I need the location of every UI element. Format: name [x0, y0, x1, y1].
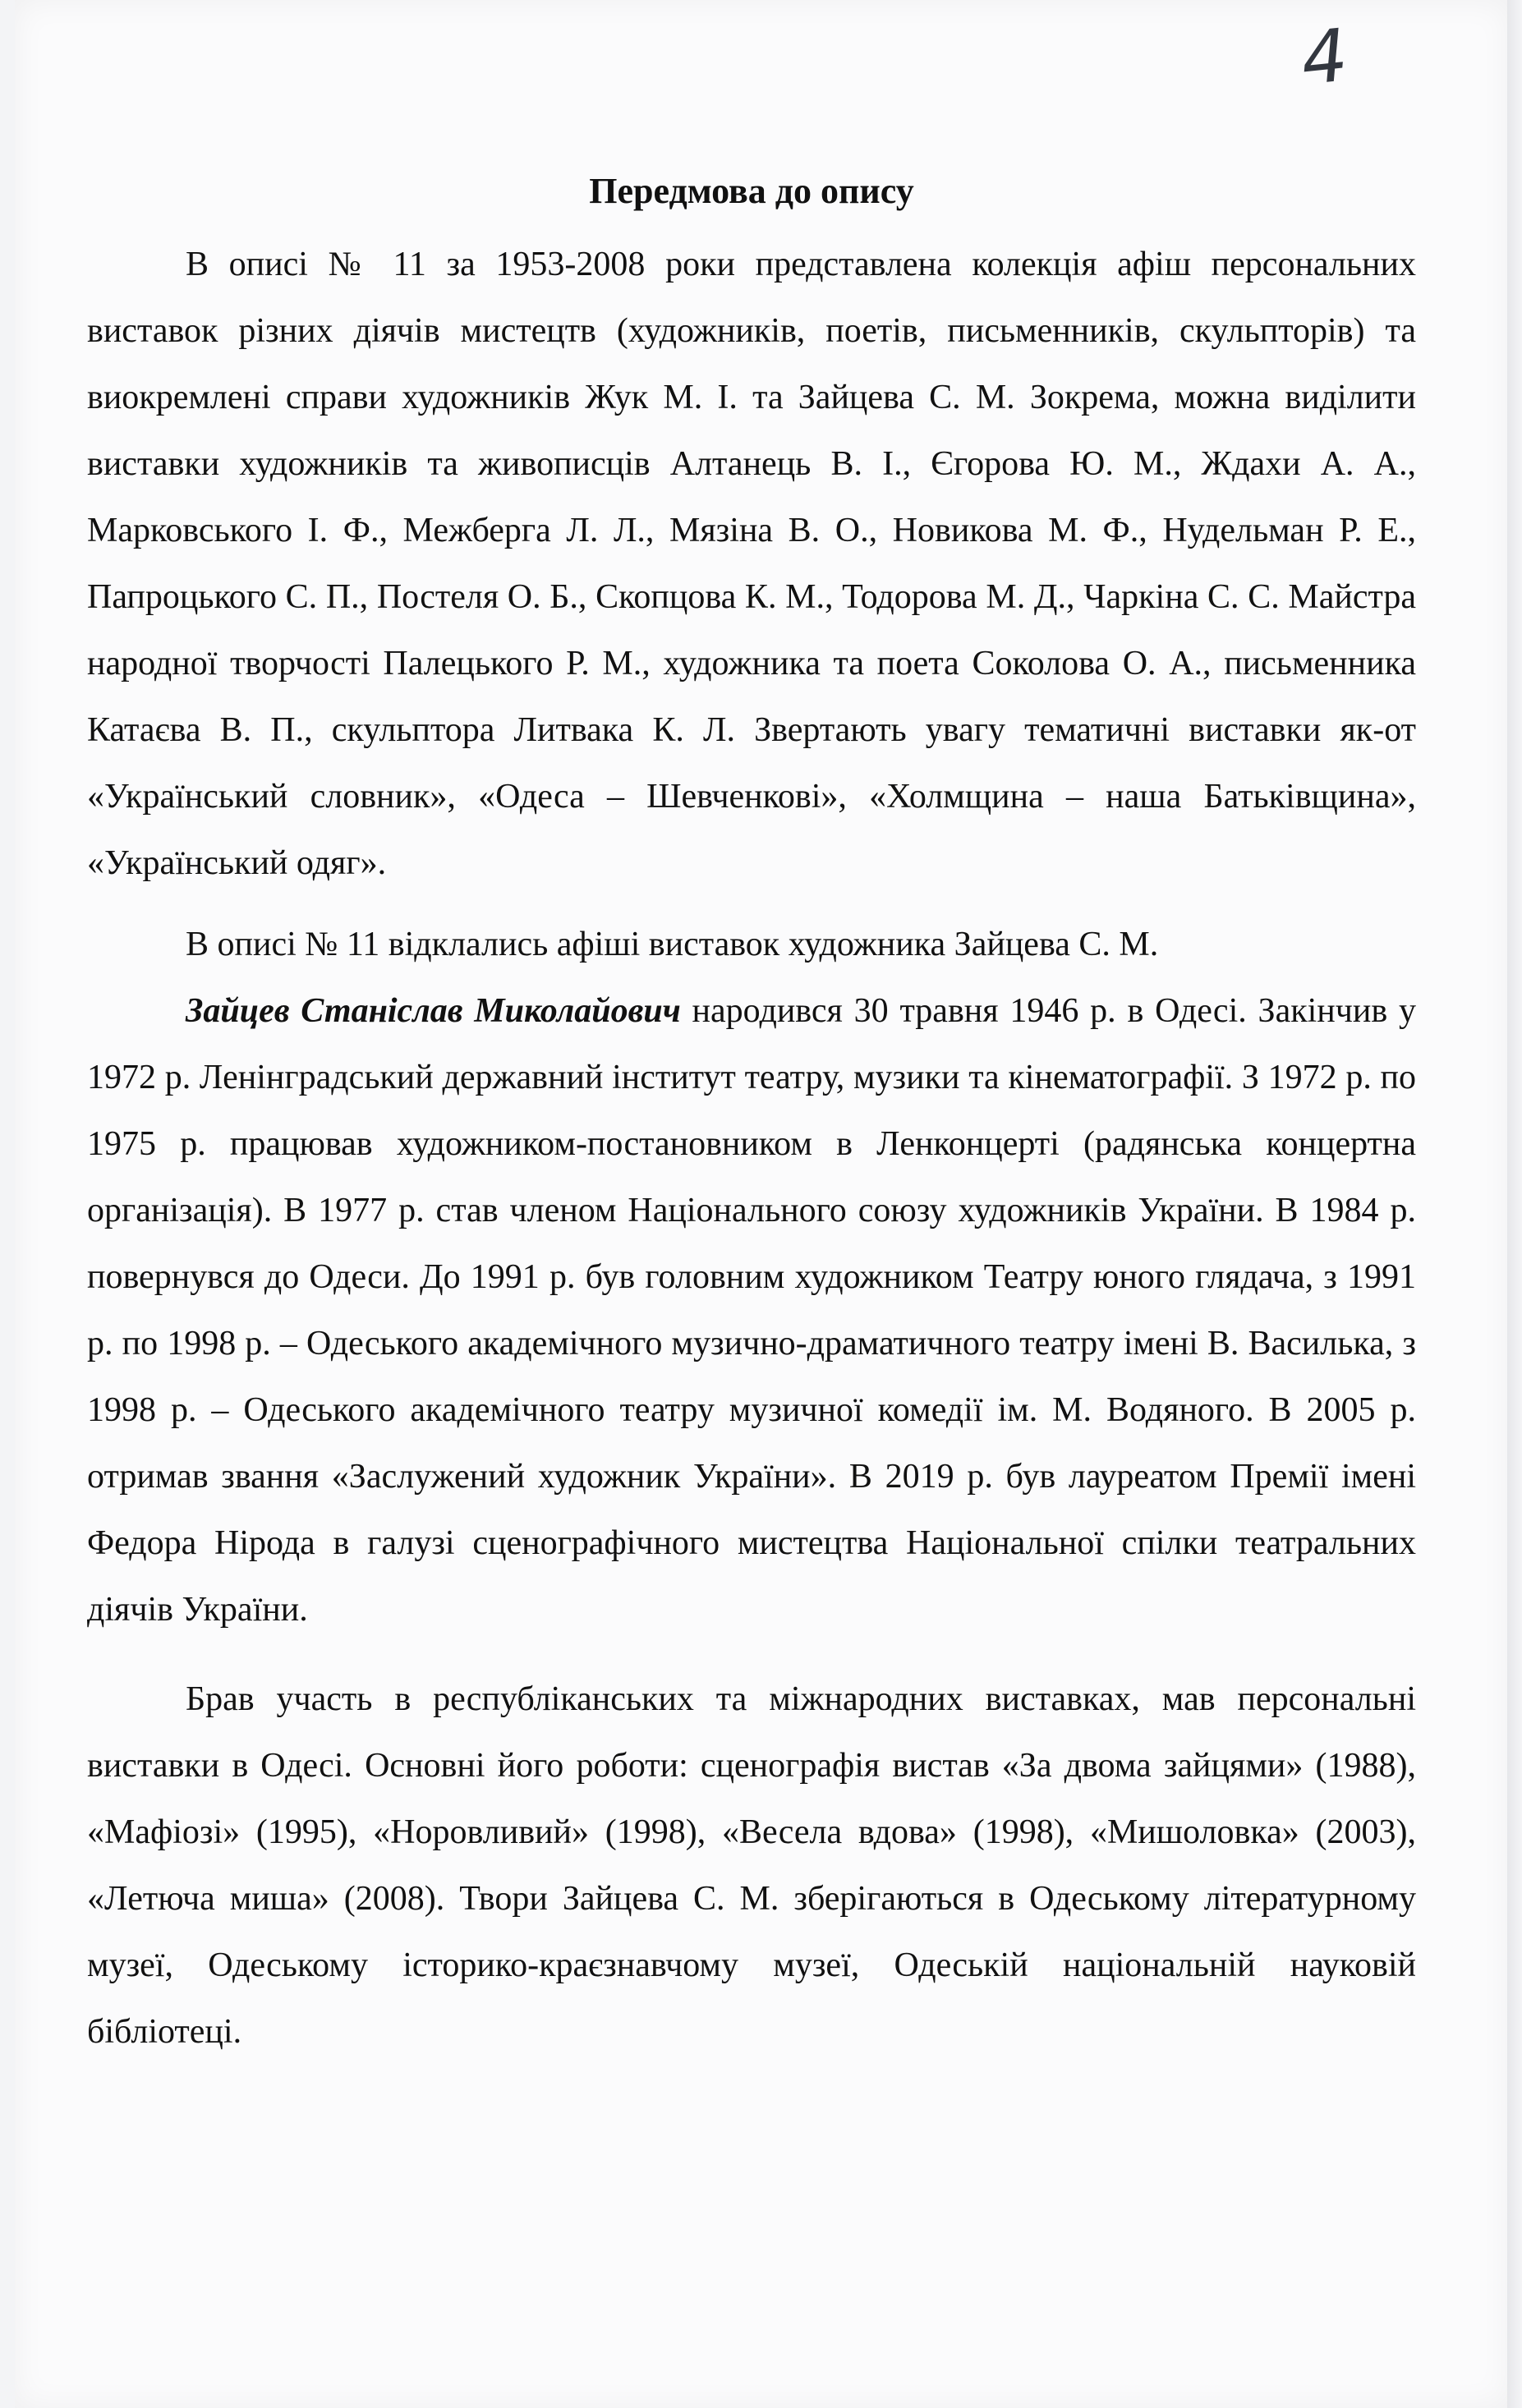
- artist-name: Зайцев Станіслав Миколайович: [186, 992, 681, 1030]
- paragraph-zaitsev-posters: В описі № 11 відклались афіші виставок художника Зайцева С. М.: [186, 926, 1159, 963]
- page-title: Передмова до опису: [589, 171, 914, 211]
- paragraph-biography: [87, 978, 1416, 1643]
- handwritten-page-number: 4: [1297, 12, 1352, 102]
- document-content: [87, 164, 1416, 2066]
- document-page: [15, 0, 1510, 2408]
- paragraph-collection-overview: В описі № 11 за 1953-2008 роки представлена колекція афіш персональних виставок різних діячів мистецтв (художників, поетів, письменників, скульпторів) та виокремлені справи художників Жук М. І. та Зайцева С. М. Зокрема, можна виділити виставки художників та живописців Алтанець В. І., Єгорова Ю. М., Ждахи А. А., Марковського І. Ф., Межберга Л. Л., Мязіна В. О., Новикова М. Ф., Нудельман Р. Е., Папроцького С. П., Постеля О. Б., Скопцова К. М., Тодорова М. Д., Чаркіна С. С. Майстра народної творчості Палецького Р. М., художника та поета Соколова О. А., письменника Катаєва В. П., скульптора Литвака К. Л. Звертають увагу тематичні виставки як-от «Український словник», «Одеса – Шевченкові», «Холмщина – наша Батьківщина», «Український одяг».: [87, 246, 1416, 882]
- paragraph-works: Брав участь в республіканських та міжнародних виставках, мав персональні виставки в Одесі. Основні його роботи: сценографія вистав «За двома зайцями» (1988), «Мафіозі» (1995), «Норовливий» (1998), «Весела вдова» (1998), «Мишоловка» (2003), «Летюча миша» (2008). Твори Зайцева С. М. зберігаються в Одеському літературному музеї, Одеському історико-краєзнавчому музеї, Одеській національній науковій бібліотеці.: [87, 1680, 1416, 2051]
- page-edge: [1507, 0, 1522, 2408]
- biography-text: народився 30 травня 1946 р. в Одесі. Закінчив у 1972 р. Ленінградський державний інститут театру, музики та кінематографії. З 1972 р. по 1975 р. працював художником-постановником в Ленконцерті (радянська концертна організація). В 1977 р. став членом Національного союзу художників України. В 1984 р. повернувся до Одеси. До 1991 р. був головним художником Театру юного глядача, з 1991 р. по 1998 р. – Одеського академічного музично-драматичного театру імені В. Василька, з 1998 р. – Одеського академічного театру музичної комедії ім. М. Водяного. В 2005 р. отримав звання «Заслужений художник України». В 2019 р. був лауреатом Премії імені Федора Нірода в галузі сценографічного мистецтва Національної спілки театральних діячів України.: [87, 992, 1416, 1629]
